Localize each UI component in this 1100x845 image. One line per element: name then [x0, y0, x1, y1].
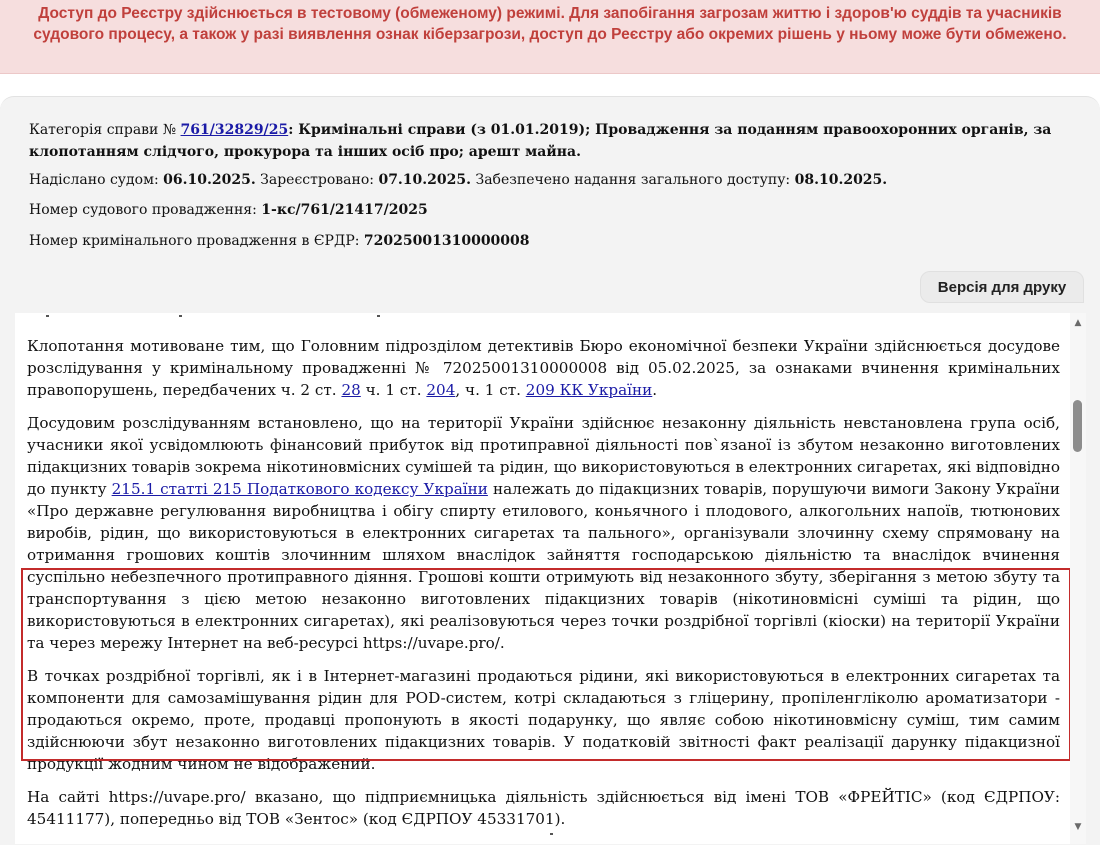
proceeding-number: 1-кс/761/21417/2025 [261, 202, 428, 218]
sent-label: Надіслано судом: [29, 172, 164, 188]
case-number-link[interactable]: 761/32829/25 [180, 122, 289, 138]
paragraph-text: Досудовим розслідуванням встановлено, що на території України здійснює незаконну діяльність невстановлена група осіб, учасники якої усвідомлюють фінансовий прибуток від протиправної діяльності пов`язаної із збутом незаконно виготовлених підакцизних товарів зокрема нікотиновмісних сумішей та рідин, що використовуються в електронних сигаретах, які відповідно до пункту [27, 414, 1060, 498]
scroll-up-icon[interactable]: ▲ [1074, 318, 1082, 328]
law-link-article-28[interactable]: 28 [341, 381, 361, 399]
access-notice-banner [0, 0, 1100, 74]
category-label: Категорія справи № [29, 122, 181, 138]
cut-off-text-mark [377, 315, 380, 317]
erdr-number: 72025001310000008 [363, 233, 530, 249]
category-text: : Кримінальні справи (з 01.01.2019); Провадження за поданням правоохоронних органів, за клопотанням слідчого, прокурора та інших осіб про; арешт майна. [29, 122, 1052, 160]
law-link-article-204[interactable]: 204 [426, 381, 456, 399]
cut-off-text-mark [550, 833, 553, 835]
document-text-frame[interactable] [15, 313, 1071, 844]
paragraph-website [27, 786, 1060, 830]
sent-date: 06.10.2025. [163, 172, 256, 188]
paragraph-text: належать до підакцизних товарів, порушуючи вимоги Закону України «Про державне регулювання виробництва і обігу спирту етилового, коньячного і плодового, алкогольних напоїв, тютюнових виробів, рідин, що використовуються в електронних сигаретах та пального», організували злочинну схему спрямовану на отримання грошових коштів злочинним шляхом внаслідок зайняття господарською діяльністю та внаслідок вчинення суспільно небезпечного протиправного діяння. Грошові кошти отримують від незаконного збуту, зберігання з метою збуту та транспортування з цією метою незаконно виготовлених підакцизних товарів (нікотиновмісні суміші та рідин, що використовуються в електронних сигаретах), які реалізовуються через точки роздрібної торгівлі (кіоски) на території України та через мережу Інтернет на веб-ресурсі https://uvape.pro/. [27, 480, 1060, 652]
access-date: 08.10.2025. [794, 172, 888, 188]
paragraph-investigation [27, 412, 1060, 654]
cut-off-text-mark [46, 315, 49, 317]
access-notice-text: Доступ до Реєстру здійснюється в тестовому (обмеженому) режимі. Для запобігання загрозам життю і здоров'ю суддів та учасників судового процесу, а також у разі виявлення ознак кіберзагрози, доступ до Реєстру або окремих рішень у ньому може бути обмежено. [33, 5, 1067, 43]
proceeding-label: Номер судового провадження: [29, 202, 262, 218]
registered-label: Зареєстровано: [255, 172, 379, 188]
paragraph-motivation [27, 335, 1060, 401]
law-link-article-209[interactable]: 209 КК України [525, 381, 653, 399]
case-category-line [29, 119, 1072, 163]
case-metadata [15, 107, 1086, 258]
paragraph-retail [27, 665, 1060, 775]
case-dates-line [29, 169, 1072, 191]
scroll-down-icon[interactable]: ▼ [1074, 822, 1082, 832]
registered-date: 07.10.2025. [378, 172, 472, 188]
paragraph-text: , ч. 1 ст. [455, 381, 526, 399]
paragraph-text: ч. 1 ст. [360, 381, 427, 399]
paragraph-text: . [652, 381, 658, 399]
document-scrollbar[interactable] [1070, 313, 1086, 844]
print-version-button[interactable]: Версія для друку [920, 271, 1084, 303]
paragraph-text: Клопотання мотивоване тим, що Головним підрозділом детективів Бюро економічної безпеки України здійснюється досудове розслідування у кримінальному провадженні № 72025001310000008 від 05.02.2025, за ознаками вчинення кримінальних правопорушень, передбачених ч. 2 ст. [27, 337, 1060, 399]
tax-code-link[interactable]: 215.1 статті 215 Податкового кодексу України [111, 480, 488, 498]
erdr-label: Номер кримінального провадження в ЄРДР: [29, 233, 364, 249]
proceeding-number-line [29, 199, 1072, 221]
erdr-number-line [29, 230, 1072, 252]
paragraph-text: В точках роздрібної торгівлі, як і в Інтернет-магазині продаються рідини, які використовуються в електронних сигаретах та компоненти для самозамішування рідин для POD-систем, котрі складаються з гліцерину, пропіленгліколю ароматизатори - продаються окремо, проте, продавці пропонують в якості подарунку, що являє собою нікотиновмісну суміш, тим самим здійснюючи збут незаконно виготовлених підакцизних товарів. У податковій звітності факт реалізації дарунку підакцизної продукції жодним чином не відображений. [27, 667, 1060, 773]
cut-off-text-mark [179, 315, 182, 317]
paragraph-text: На сайті https://uvape.pro/ вказано, що підприємницька діяльність здійснюється від імені ТОВ «ФРЕЙТІС» (код ЄДРПОУ: 45411177), попередньо від ТОВ «Зентос» (код ЄДРПОУ 45331701). [27, 788, 1060, 828]
scroll-thumb[interactable] [1073, 400, 1082, 452]
access-label: Забезпечено надання загального доступу: [471, 172, 795, 188]
document-body [27, 335, 1060, 841]
